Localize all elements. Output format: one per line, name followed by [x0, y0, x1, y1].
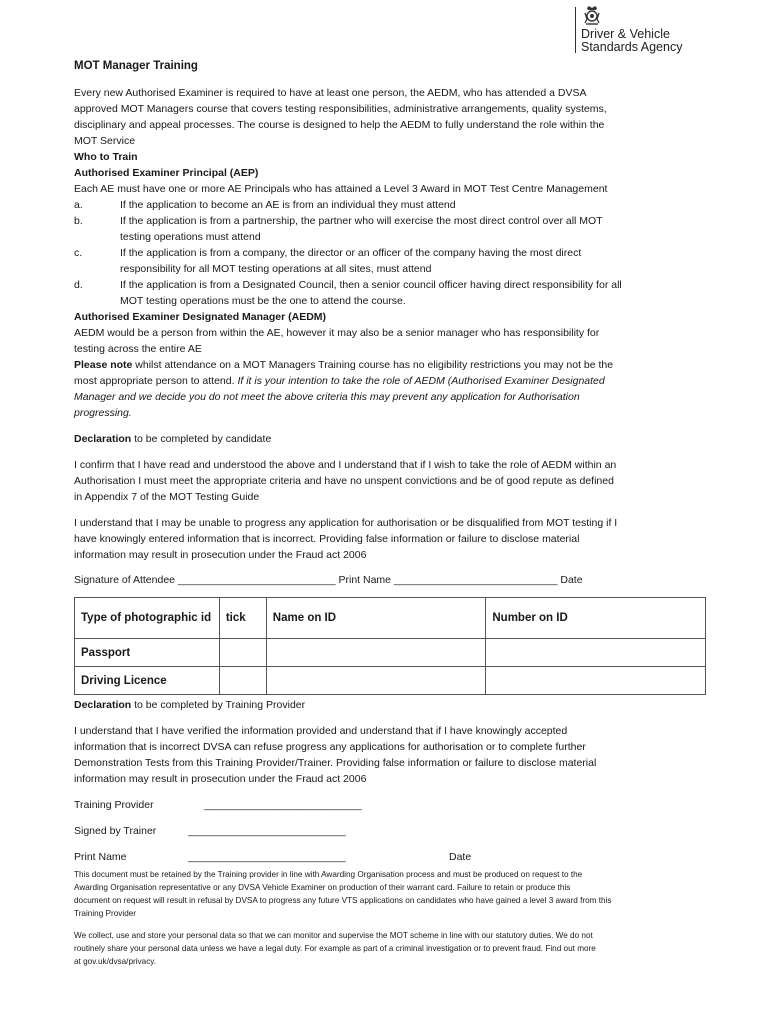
- confirm-line: Authorisation I must meet the appropriate criteria and have no unspent convictions and be of good repute as defined: [74, 475, 614, 487]
- table-row: [75, 639, 706, 667]
- list-marker: a.: [74, 199, 83, 211]
- note-line: [74, 373, 605, 389]
- photo-id-table: [74, 597, 706, 695]
- verified-line: I understand that I have verified the information provided and understand that if I have knowingly accepted: [74, 725, 568, 737]
- list-item-text: If the application is from a company, the director or an officer of the company having the most direct: [120, 247, 582, 259]
- list-marker: d.: [74, 279, 83, 291]
- aedm-text: AEDM would be a person from within the AE, however it may also be a senior manager who has responsibility for: [74, 327, 600, 339]
- list-item-text: If the application is from a partnership, the partner who will exercise the most direct control over all MOT: [120, 215, 603, 227]
- retention-line: document on request will result in refusal by DVSA to progress any future VTS applications on candidates who have gained a level 3 award from this: [74, 896, 612, 905]
- understand-line: have knowingly entered information that is incorrect. Providing false information or failure to disclose material: [74, 533, 580, 545]
- intro-line: MOT Service: [74, 135, 136, 147]
- retention-line: This document must be retained by the Training provider in line with Awarding Organisation process and must be produced on request to the: [74, 870, 583, 879]
- declaration-bold: Declaration: [74, 433, 132, 445]
- privacy-line: at gov.uk/dvsa/privacy.: [74, 957, 157, 966]
- id-type-cell: Passport: [75, 639, 220, 667]
- number-on-id-cell[interactable]: [486, 639, 706, 667]
- note-text: whilst attendance on a MOT Managers Training course has no eligibility restrictions you may not be the: [132, 359, 614, 371]
- tick-cell[interactable]: [219, 639, 266, 667]
- list-item-text: If the application is from a Designated Council, then a senior council officer having direct responsibility for all: [120, 279, 622, 291]
- intro-line: Every new Authorised Examiner is required to have at least one person, the AEDM, who has attended a DVSA: [74, 87, 587, 99]
- intro-line: approved MOT Managers course that covers testing responsibilities, administrative arrangements, quality systems,: [74, 103, 607, 115]
- signature-line[interactable]: Signature of Attendee ___________________________ Print Name ____________________________ Date: [74, 574, 583, 586]
- confirm-line: in Appendix 7 of the MOT Testing Guide: [74, 491, 260, 503]
- header-id-type: Type of photographic id: [75, 598, 220, 639]
- verified-line: information may result in prosecution under the Fraud act 2006: [74, 773, 367, 785]
- list-marker: c.: [74, 247, 83, 259]
- print-name-label: Print Name: [74, 851, 127, 863]
- logo-line-2: Standards Agency: [581, 40, 683, 54]
- tick-cell[interactable]: [219, 667, 266, 695]
- note-line: [74, 357, 613, 373]
- table-header-row: [75, 598, 706, 639]
- list-item-text: testing operations must attend: [120, 231, 261, 243]
- aep-text: Each AE must have one or more AE Principals who has attained a Level 3 Award in MOT Test Centre Management: [74, 183, 608, 195]
- training-provider-label: Training Provider: [74, 799, 154, 811]
- declaration-rest: to be completed by candidate: [131, 433, 272, 445]
- name-on-id-cell[interactable]: [266, 667, 486, 695]
- logo-divider: [575, 7, 576, 53]
- name-on-id-cell[interactable]: [266, 639, 486, 667]
- aedm-heading: Authorised Examiner Designated Manager (AEDM): [74, 311, 327, 323]
- note-italic: progressing.: [74, 407, 132, 419]
- id-type-cell: Driving Licence: [75, 667, 220, 695]
- provider-declaration-heading: [74, 697, 305, 713]
- verified-line: Demonstration Tests from this Training Provider/Trainer. Providing false information or failure to disclose material: [74, 757, 597, 769]
- understand-line: information may result in prosecution under the Fraud act 2006: [74, 549, 367, 561]
- retention-line: Training Provider: [74, 909, 137, 918]
- list-marker: b.: [74, 215, 83, 227]
- who-to-train-heading: Who to Train: [74, 151, 138, 163]
- verified-line: information that is incorrect DVSA can refuse progress any applications for authorisation or to complete further: [74, 741, 586, 753]
- aep-heading: Authorised Examiner Principal (AEP): [74, 167, 259, 179]
- list-item-text: responsibility for all MOT testing operations at all sites, must attend: [120, 263, 432, 275]
- confirm-line: I confirm that I have read and understood the above and I understand that if I wish to take the role of AEDM within an: [74, 459, 617, 471]
- date-label: Date: [449, 851, 472, 863]
- royal-crest-icon: [581, 5, 603, 27]
- header-tick: tick: [219, 598, 266, 639]
- privacy-line: We collect, use and store your personal data so that we can monitor and supervise the MOT scheme in line with our statutory duties. We do not: [74, 931, 593, 940]
- list-item-text: MOT testing operations must be the one to attend the course.: [120, 295, 406, 307]
- note-italic: Manager and we decide you do not meet the above criteria this may prevent any application for Authorisation: [74, 391, 580, 403]
- print-name-field[interactable]: ___________________________: [188, 851, 346, 863]
- training-provider-field[interactable]: ___________________________: [204, 799, 362, 811]
- understand-line: I understand that I may be unable to progress any application for authorisation or be disqualified from MOT testing if I: [74, 517, 618, 529]
- table-row: [75, 667, 706, 695]
- declaration-rest: to be completed by Training Provider: [131, 699, 306, 711]
- dvsa-logo: [575, 5, 705, 57]
- candidate-declaration-heading: [74, 431, 271, 447]
- privacy-line: routinely share your personal data unless we have a legal duty. For example as part of a criminal investigation or to prevent fraud. Find out more: [74, 944, 596, 953]
- retention-line: Awarding Organisation representative or any DVSA Vehicle Examiner on production of their warrant card. Failure to retain or produce this: [74, 883, 571, 892]
- aedm-text: testing across the entire AE: [74, 343, 202, 355]
- header-number-on-id: Number on ID: [486, 598, 706, 639]
- logo-line-1: Driver & Vehicle: [581, 27, 670, 41]
- header-name-on-id: Name on ID: [266, 598, 486, 639]
- document-title: MOT Manager Training: [74, 60, 198, 72]
- signed-by-trainer-field[interactable]: ___________________________: [188, 825, 346, 837]
- list-item-text: If the application to become an AE is from an individual they must attend: [120, 199, 456, 211]
- note-text: most appropriate person to attend.: [74, 375, 238, 387]
- note-bold: Please note: [74, 359, 133, 371]
- signed-by-trainer-label: Signed by Trainer: [74, 825, 157, 837]
- intro-line: disciplinary and appeal processes. The course is designed to help the AEDM to fully understand the role within the: [74, 119, 605, 131]
- note-italic: If it is your intention to take the role of AEDM (Authorised Examiner Designated: [237, 375, 605, 387]
- number-on-id-cell[interactable]: [486, 667, 706, 695]
- declaration-bold: Declaration: [74, 699, 132, 711]
